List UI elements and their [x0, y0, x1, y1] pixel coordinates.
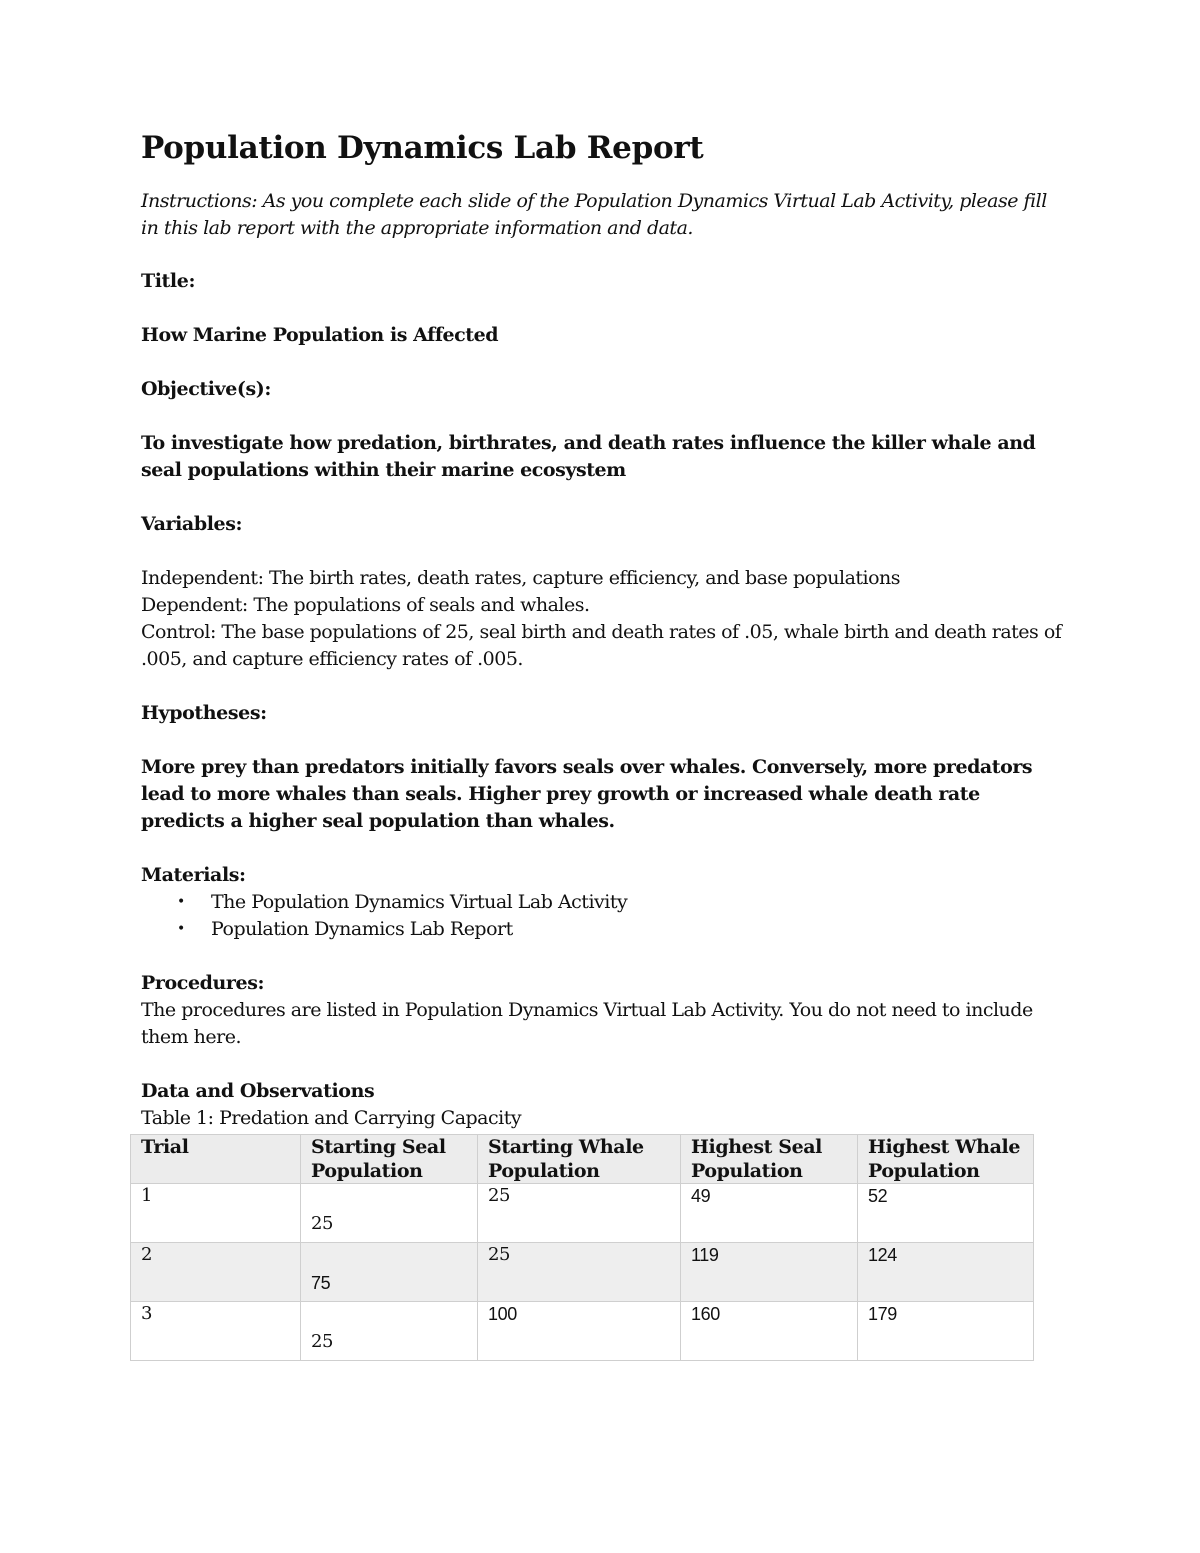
header-highest-seal: Highest Seal Population	[681, 1135, 858, 1184]
variables-heading: Variables:	[141, 513, 243, 535]
table-cell[interactable]: 119	[681, 1243, 858, 1302]
variables-independent: Independent: The birth rates, death rates, capture efficiency, and base populations	[141, 567, 901, 589]
list-item	[141, 916, 1066, 943]
title-value: How Marine Population is Affected	[141, 324, 499, 346]
bullet-icon: •	[177, 921, 185, 937]
table-cell[interactable]: 25	[478, 1243, 681, 1302]
bullet-icon: •	[177, 894, 185, 910]
instructions-text: Instructions: As you complete each slide of the Population Dynamics Virtual Lab Activity, please fill in this lab report with the appropriate information and data.	[141, 190, 1047, 239]
table-cell[interactable]: 124	[858, 1243, 1034, 1302]
materials-item-label: Population Dynamics Lab Report	[211, 918, 513, 940]
hypotheses-value: More prey than predators initially favors seals over whales. Conversely, more predators lead to more whales than seals. Higher prey growth or increased whale death rate predicts a higher seal population than whales.	[141, 756, 1033, 832]
header-starting-seal: Starting Seal Population	[301, 1135, 478, 1184]
variables-dependent: Dependent: The populations of seals and whales.	[141, 594, 590, 616]
hypotheses-heading: Hypotheses:	[141, 702, 267, 724]
table-row	[131, 1184, 1034, 1243]
cell-value: 25	[311, 1213, 334, 1234]
data-table	[130, 1134, 1034, 1361]
document-title: Population Dynamics Lab Report	[141, 130, 704, 166]
table-cell[interactable]: 52	[858, 1184, 1034, 1243]
table-cell[interactable]: 49	[681, 1184, 858, 1243]
table-cell[interactable]: 2	[131, 1243, 301, 1302]
header-starting-whale: Starting Whale Population	[478, 1135, 681, 1184]
cell-value: 75	[311, 1273, 331, 1293]
table-cell[interactable]: 179	[858, 1302, 1034, 1361]
table-cell[interactable]	[301, 1243, 478, 1302]
table-cell[interactable]: 100	[478, 1302, 681, 1361]
table-cell[interactable]	[301, 1302, 478, 1361]
document-page	[141, 128, 1066, 1132]
variables-block	[141, 565, 1066, 673]
procedures-value: The procedures are listed in Population Dynamics Virtual Lab Activity. You do not need to include them here.	[141, 999, 1033, 1048]
list-item	[141, 889, 1066, 916]
materials-list	[141, 889, 1066, 943]
title-heading: Title:	[141, 270, 196, 292]
table-cell[interactable]	[301, 1184, 478, 1243]
data-heading: Data and Observations	[141, 1080, 375, 1102]
table-header-row	[131, 1135, 1034, 1184]
materials-item-label: The Population Dynamics Virtual Lab Activity	[211, 891, 628, 913]
variables-control: Control: The base populations of 25, seal birth and death rates of .05, whale birth and death rates of .005, and capture efficiency rates of .005.	[141, 621, 1062, 670]
header-trial: Trial	[131, 1135, 301, 1184]
table-row	[131, 1243, 1034, 1302]
table-caption: Table 1: Predation and Carrying Capacity	[141, 1107, 522, 1129]
objective-heading: Objective(s):	[141, 378, 271, 400]
table-row	[131, 1302, 1034, 1361]
objective-value: To investigate how predation, birthrates, and death rates influence the killer whale and seal populations within their marine ecosystem	[141, 432, 1036, 481]
header-highest-whale: Highest Whale Population	[858, 1135, 1034, 1184]
materials-heading: Materials:	[141, 864, 246, 886]
table-cell[interactable]: 25	[478, 1184, 681, 1243]
table-cell[interactable]: 1	[131, 1184, 301, 1243]
procedures-heading: Procedures:	[141, 972, 265, 994]
cell-value: 25	[311, 1331, 334, 1352]
table-cell[interactable]: 160	[681, 1302, 858, 1361]
table-cell[interactable]: 3	[131, 1302, 301, 1361]
